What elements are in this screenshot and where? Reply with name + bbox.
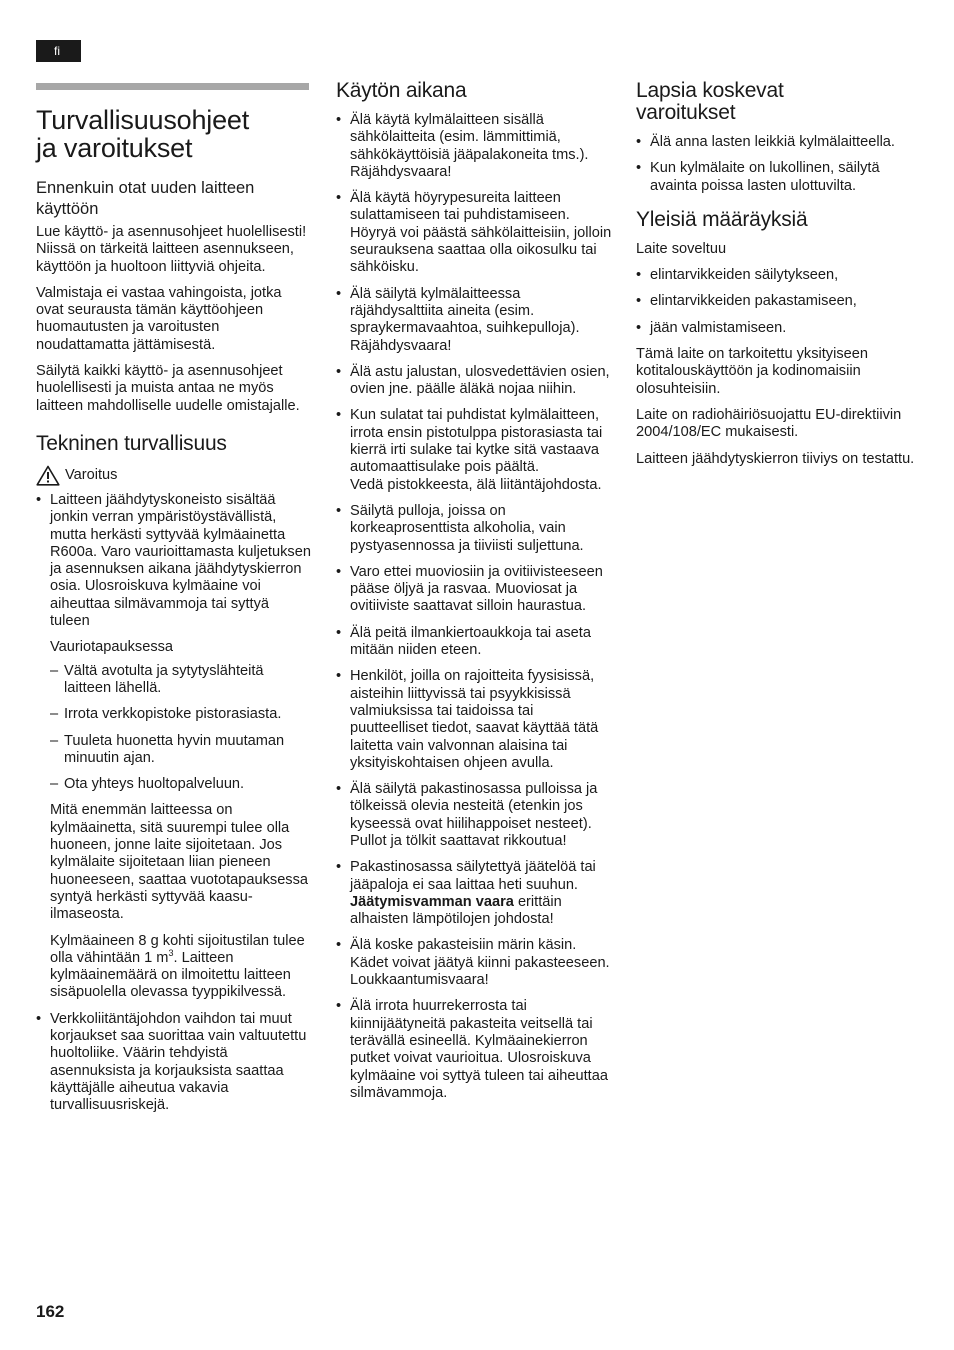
list-item: • Kun kylmälaite on lukollinen, säilytä avainta poissa lasten ulottuvilta. bbox=[636, 160, 918, 195]
list-item: • Verkkoliitäntäjohdon vaihdon tai muut korjaukset saa suorittaa vain valtuutettu huoltoliike. Väärin tehdyistä asennuksista ja korjauksista saattaa käyttäjälle aiheutua vakavia turvallisuusriskejä. bbox=[36, 1011, 312, 1115]
header-rule bbox=[36, 83, 309, 90]
intro-paragraph: Valmistaja ei vastaa vahingoista, jotka ovat seurausta tämän käyttöohjeen huomautusten ja varoitusten noudattamatta jättämisestä. bbox=[36, 284, 282, 353]
refrigerant-volume-paragraph: Kylmäaineen 8 g kohti sijoitustilan tulee olla vähintään 1 $m^3$. Laitteen kylmäainemäärä on ilmoitettu laitteen sisäpuolella olevassa tyyppikilvessä. bbox=[50, 932, 305, 1001]
list-item: • Säilytä pulloja, joissa on korkeaprosenttista alkoholia, vain pystyasennossa ja tiiviisti suljettuna. bbox=[336, 503, 614, 555]
list-item: • Älä säilytä kylmälaitteessa räjähdysalttiita aineita (esim. spraykermavaahtoa, suihkepulloja). Räjähdysvaara! bbox=[336, 286, 614, 355]
general-regulations-heading: Yleisiä määräyksiä bbox=[636, 207, 808, 231]
list-item: • elintarvikkeiden pakastamiseen, bbox=[636, 293, 918, 310]
technical-safety-heading: Tekninen turvallisuus bbox=[36, 431, 227, 455]
list-item: • Älä säilytä pakastinosassa pulloissa ja tölkeissä olevia nesteitä (etenkin jos kyseessä ovat hiilihappoiset nesteet). Pullot ja tölkit saattavat rikkoutua! bbox=[336, 781, 614, 850]
children-list bbox=[636, 134, 918, 195]
general-paragraph: Laitteen jäähdytyskierron tiiviys on testattu. bbox=[636, 450, 915, 467]
list-item: • Varo ettei muoviosiin ja ovitiivisteeseen pääse öljyä ja rasvaa. Muoviosat ja ovitiiviste saattavat silloin haurastua. bbox=[336, 564, 614, 616]
column-safety bbox=[36, 106, 312, 1123]
list-item: • jään valmistamiseen. bbox=[636, 320, 918, 337]
children-heading: Lapsia koskevat varoitukset bbox=[636, 79, 784, 124]
list-item: • Älä irrota huurrekerrosta tai kiinnijäätyneitä pakasteita veitsellä tai terävällä esineellä. Kylmäainekierron putket voivat vaurioitua. Ulosroiskuva kylmäaine voi syttyä tuleen tai aiheuttaa silmävammoja. bbox=[336, 998, 614, 1102]
warning-label: Varoitus bbox=[36, 465, 312, 486]
suited-label: Laite soveltuu bbox=[636, 240, 727, 257]
intro-paragraph: Lue käyttö- ja asennusohjeet huolellisesti! Niissä on tärkeitä laitteen asennukseen, käyttöön ja huoltoon liittyviä ohjeita. bbox=[36, 224, 307, 275]
before-use-heading: Ennenkuin otat uuden laitteen käyttöön bbox=[36, 179, 255, 218]
page-title: Turvallisuusohjeet ja varoitukset bbox=[36, 105, 250, 163]
during-use-list bbox=[336, 112, 614, 1102]
list-item: • Älä koske pakasteisiin märin käsin. Kädet voivat jäätyä kiinni pakasteeseen. Loukkaantumisvaara! bbox=[336, 937, 614, 989]
language-tab: fi bbox=[36, 40, 81, 62]
list-item: – Vältä avotulta ja sytytyslähteitä laitteen lähellä. bbox=[50, 663, 312, 698]
technical-safety-list-2 bbox=[36, 1011, 312, 1115]
list-item: • Älä käytä höyrypesureita laitteen sulattamiseen tai puhdistamiseen. Höyryä voi päästä sähkölaitteisiin, jolloin seurauksena saattaa olla oikosulku tai sähköisku. bbox=[336, 190, 614, 276]
technical-safety-list bbox=[36, 492, 312, 630]
damage-case-list bbox=[36, 663, 312, 794]
list-item: • Älä anna lasten leikkiä kylmälaitteella. bbox=[636, 134, 918, 151]
intro-paragraph: Säilytä kaikki käyttö- ja asennusohjeet huolellisesti ja muista antaa ne myös laitteen mahdolliselle uudelle omistajalle. bbox=[36, 363, 300, 414]
list-item: • Henkilöt, joilla on rajoitteita fyysisissä, aisteihin liittyvissä tai psyykkisissä valmiuksissa tai taidoissa tai puutteelliset tiedot, saavat käyttää tätä laitetta vain valvonnan alaisina tai yksityiskohtaisen ohjeen avulla. bbox=[336, 668, 614, 772]
page-number: 162 bbox=[36, 1302, 65, 1321]
list-item: • Kun sulatat tai puhdistat kylmälaitteen, irrota ensin pistotulppa pistorasiasta tai kierrä irti sulake tai kytke sitä vastaava automaattisulake pois päältä. Vedä pistokkeesta, älä liitäntäjohdosta. bbox=[336, 407, 614, 493]
list-item: – Tuuleta huonetta hyvin muutaman minuutin ajan. bbox=[50, 733, 312, 768]
suited-list bbox=[636, 267, 918, 337]
column-during-use bbox=[336, 80, 614, 1111]
list-item: • Pakastinosassa säilytettyä jäätelöä tai jääpaloja ei saa laittaa heti suuhun. Jäätymisvamman vaara erittäin alhaisten lämpötilojen johdosta! bbox=[336, 859, 614, 928]
general-paragraph: Tämä laite on tarkoitettu yksityiseen kotitalouskäyttöön ja kodinomaisiin olosuhteisiin. bbox=[636, 346, 868, 397]
list-item: – Ota yhteys huoltopalveluun. bbox=[50, 776, 312, 793]
warning-triangle-icon bbox=[36, 465, 60, 486]
list-item: • elintarvikkeiden säilytykseen, bbox=[636, 267, 918, 284]
list-item: • Älä peitä ilmankiertoaukkoja tai aseta mitään niiden eteen. bbox=[336, 625, 614, 660]
refrigerant-room-paragraph: Mitä enemmän laitteessa on kylmäainetta, sitä suurempi tulee olla huoneen, jonne laite sijoitetaan. Jos kylmälaite sijoitetaan liian pieneen huoneeseen, saattaa vuototapauksessa syntyä herkästi syttyvää kaasu-ilmaseosta. bbox=[50, 802, 309, 923]
list-item: • Älä astu jalustan, ulosvedettävien osien, ovien jne. päälle äläkä nojaa niihin. bbox=[336, 364, 614, 399]
general-paragraph: Laite on radiohäiriösuojattu EU-direktiivin 2004/108/EC mukaisesti. bbox=[636, 406, 902, 441]
list-item: – Irrota verkkopistoke pistorasiasta. bbox=[50, 706, 312, 723]
damage-case-label: Vauriotapauksessa bbox=[50, 639, 174, 656]
list-item: • Älä käytä kylmälaitteen sisällä sähkölaitteita (esim. lämmittimiä, sähkökäyttöisiä jääpalakoneita tms.). Räjähdysvaara! bbox=[336, 112, 614, 181]
during-use-heading: Käytön aikana bbox=[336, 79, 467, 102]
column-general bbox=[636, 80, 918, 477]
list-item: • Laitteen jäähdytyskoneisto sisältää jonkin verran ympäristöystävällistä, mutta herkästi syttyvää kylmäainetta R600a. Varo vaurioittamasta kuljetuksen ja asennuksen aikana jäähdytyskierron osia. Ulosroiskuva kylmäaine voi aiheuttaa silmävammoja tai syttyä tuleen bbox=[36, 492, 312, 630]
